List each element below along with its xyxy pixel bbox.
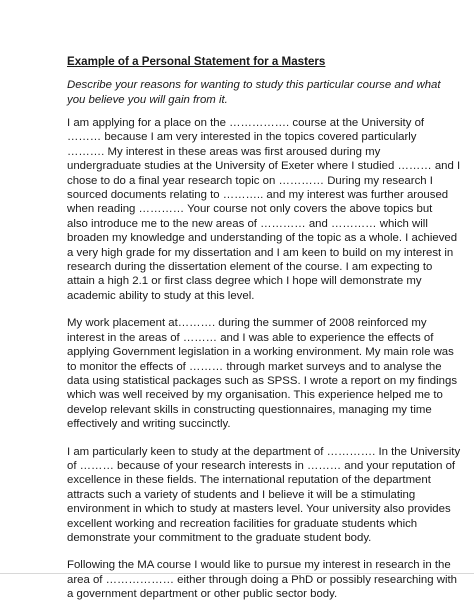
document-page — [67, 54, 467, 615]
paragraph-line: excellent working and recreation facilities for graduate students which — [67, 517, 418, 530]
paragraph-line: I am applying for a place on the ……………. course at the University of — [67, 117, 425, 129]
paragraph-line: chose to do a final year research topic on ………… During my research I — [67, 174, 433, 187]
paragraph-course-interest — [67, 116, 467, 303]
paragraph-line: ………. My interest in these areas was first aroused during my — [67, 145, 381, 158]
intro-line: you believe you will gain from it. — [67, 93, 228, 106]
paragraph-line: I am particularly keen to study at the department of …………. In the University — [67, 445, 461, 458]
paragraph-line: also introduce me to the new areas of ………… and ………… which will — [67, 217, 428, 230]
paragraph-line: develop relevant skills in constructing questionnaires, managing my time — [67, 403, 432, 416]
paragraph-work-placement — [67, 316, 467, 431]
paragraph-line: research during the dissertation element of the course. I am expecting to — [67, 261, 433, 274]
intro-prompt — [67, 78, 467, 107]
paragraph-line: excellence in these fields. The international reputation of the department — [67, 474, 431, 487]
paragraph-line: which was well received by my organisation. This experience helped me to — [67, 389, 443, 402]
paragraph-future-plans — [67, 558, 467, 601]
paragraph-line: applying Government legislation in a working environment. My main role was — [67, 346, 454, 359]
paragraph-line: a government department or other public sector body. — [67, 588, 338, 601]
document-title: Example of a Personal Statement for a Masters — [67, 55, 326, 68]
paragraph-department — [67, 445, 467, 546]
paragraph-line: environment in which to study at masters level. Your university also provides — [67, 503, 451, 516]
paragraph-line: academic ability to study at this level. — [67, 289, 255, 302]
paragraph-line: ……… because I am very interested in the topics covered particularly — [67, 131, 417, 144]
intro-line: Describe your reasons for wanting to study this particular course and what — [67, 79, 441, 91]
paragraph-line: sourced documents relating to ……….. and my interest was further aroused — [67, 189, 449, 202]
paragraph-line: attain a high 2.1 or first class degree which I hope will demonstrate my — [67, 275, 422, 288]
paragraph-line: area of ……………… either through doing a PhD or possibly researching with — [67, 573, 457, 586]
paragraph-line: to monitor the effects of ……… through market surveys and to analyse the — [67, 360, 442, 373]
paragraph-line: attracts such a variety of students and I believe it will be a stimulating — [67, 488, 416, 501]
paragraph-line: My work placement at………. during the summer of 2008 reinforced my — [67, 317, 427, 330]
paragraph-line: interest in the areas of ……… and I was able to experience the effects of — [67, 331, 434, 344]
page-bottom-divider — [0, 573, 474, 574]
paragraph-line: of ……… because of your research interests in ……… and your reputation of — [67, 459, 456, 472]
paragraph-line: Following the MA course I would like to pursue my interest in research in the — [67, 559, 451, 572]
paragraph-line: broaden my knowledge and understanding of the topic as a whole. I achieved — [67, 232, 458, 245]
paragraph-line: demonstrate your commitment to the graduate student body. — [67, 531, 372, 544]
paragraph-line: effectively and writing succinctly. — [67, 418, 231, 431]
paragraph-line: undergraduate studies at the University of Exeter where I studied ……… and I — [67, 160, 461, 173]
paragraph-line: a very high grade for my dissertation and I am keen to build on my interest in — [67, 246, 454, 259]
paragraph-line: when reading ………… Your course not only covers the above topics but — [67, 203, 433, 216]
paragraph-line: data using statistical packages such as SPSS. I wrote a report on my findings — [67, 374, 458, 387]
